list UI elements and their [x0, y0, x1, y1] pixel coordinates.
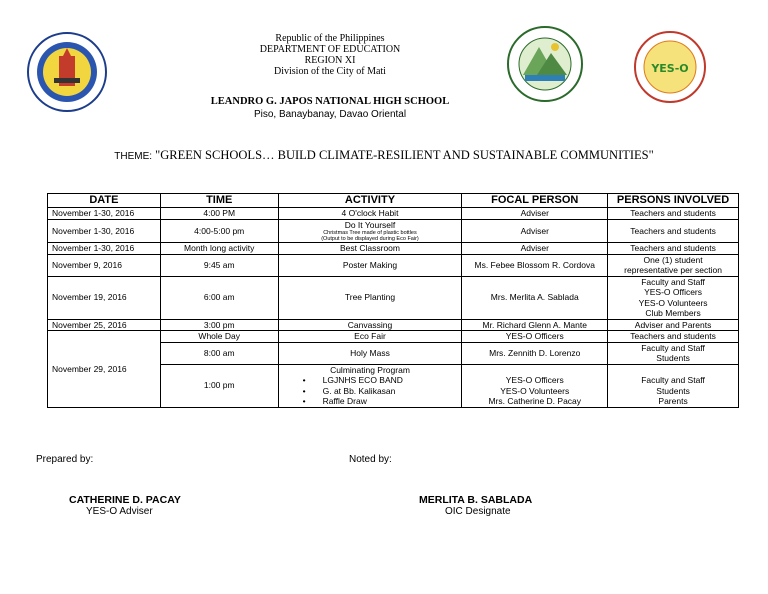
date-cell: November 1-30, 2016 — [48, 243, 161, 255]
date-cell: November 19, 2016 — [48, 276, 161, 319]
date-cell: November 29, 2016 — [48, 331, 161, 408]
persons-cell — [608, 364, 739, 407]
division-line: Division of the City of Mati — [274, 66, 386, 77]
activity-cell — [278, 364, 462, 407]
noter-name: MERLITA B. SABLADA — [419, 494, 533, 506]
focal-cell: Adviser — [462, 243, 608, 255]
persons-cell: Adviser and Parents — [608, 319, 739, 331]
time-cell: 8:00 am — [160, 342, 278, 364]
time-cell: 4:00 PM — [160, 208, 278, 220]
focal-cell: Mrs. Merlita A. Sablada — [462, 276, 608, 319]
list-item: • G. at Bb. Kalikasan — [281, 386, 460, 397]
focal-cell — [462, 364, 608, 407]
letterhead — [200, 33, 460, 77]
activity-title: Culminating Program — [330, 364, 410, 375]
focal-cell: Adviser — [462, 219, 608, 243]
prepared-by-label: Prepared by: — [36, 454, 94, 465]
persons-cell: Teachers and students — [608, 208, 739, 220]
list-item: • LGJNHS ECO BAND — [281, 375, 460, 386]
time-cell: 6:00 am — [160, 276, 278, 319]
persons-line: Faculty and Staff — [641, 375, 705, 385]
yes-o-logo — [633, 30, 707, 104]
department-line: DEPARTMENT OF EDUCATION — [259, 44, 401, 55]
persons-line: Faculty and Staff — [641, 276, 705, 287]
school-address: Piso, Banaybanay, Davao Oriental — [253, 109, 407, 120]
persons-cell: Teachers and students — [608, 243, 739, 255]
svg-text:YES-O: YES-O — [651, 62, 689, 75]
persons-line: Students — [656, 353, 690, 363]
persons-line: One (1) student — [643, 254, 703, 265]
activity-cell: Holy Mass — [278, 342, 462, 364]
activity-schedule-table — [47, 193, 739, 408]
time-cell: 3:00 pm — [160, 319, 278, 331]
focal-cell: Adviser — [462, 208, 608, 220]
theme-text: "GREEN SCHOOLS… BUILD CLIMATE-RESILIENT AND SUSTAINABLE COMMUNITIES" — [155, 148, 654, 162]
activity-cell: Tree Planting — [278, 276, 462, 319]
persons-line: Parents — [658, 396, 688, 406]
activity-note: (Output to be displayed during Eco Fair) — [321, 236, 419, 242]
focal-line: Mrs. Catherine D. Pacay — [488, 396, 582, 406]
focal-cell: Mrs. Zennith D. Lorenzo — [462, 342, 608, 364]
date-cell: November 1-30, 2016 — [48, 219, 161, 243]
time-cell: 1:00 pm — [160, 364, 278, 407]
header-persons-involved: PERSONS INVOLVED — [608, 194, 739, 208]
theme-label: THEME: — [114, 151, 153, 162]
table-row — [48, 219, 739, 243]
preparer-title: YES-O Adviser — [86, 506, 153, 517]
header-focal-person: FOCAL PERSON — [462, 194, 608, 208]
preparer-signature — [69, 494, 229, 517]
theme-line — [0, 148, 768, 163]
list-item: • Raffle Draw — [281, 396, 460, 407]
table-row — [48, 254, 739, 276]
republic-line: Republic of the Philippines — [275, 33, 385, 44]
focal-cell: YES-O Officers — [462, 331, 608, 343]
noter-title: OIC Designate — [445, 506, 511, 517]
table-row — [48, 276, 739, 319]
activity-cell: Eco Fair — [278, 331, 462, 343]
table-row — [48, 319, 739, 331]
persons-line: YES-O Volunteers — [638, 297, 708, 308]
program-list — [281, 375, 460, 407]
focal-cell: Ms. Febee Blossom R. Cordova — [462, 254, 608, 276]
deped-seal-logo — [26, 32, 108, 112]
persons-line: Faculty and Staff — [641, 342, 705, 353]
activity-note: Christmas Tree made of plastic bottles — [323, 230, 417, 236]
activity-cell — [278, 219, 462, 243]
time-cell: 4:00-5:00 pm — [160, 219, 278, 243]
persons-cell — [608, 254, 739, 276]
persons-line: Students — [656, 385, 690, 396]
preparer-name: CATHERINE D. PACAY — [69, 494, 181, 506]
date-cell: November 9, 2016 — [48, 254, 161, 276]
persons-cell: Teachers and students — [608, 331, 739, 343]
table-row — [48, 243, 739, 255]
table-row — [48, 331, 739, 343]
focal-line: YES-O Officers — [505, 375, 564, 385]
persons-line: YES-O Officers — [644, 287, 703, 297]
noter-signature — [419, 494, 579, 517]
date-cell: November 25, 2016 — [48, 319, 161, 331]
activity-cell: Canvassing — [278, 319, 462, 331]
noted-by-label: Noted by: — [349, 454, 392, 465]
header-date: DATE — [48, 194, 161, 208]
activity-cell: Poster Making — [278, 254, 462, 276]
activity-cell: 4 O'clock Habit — [278, 208, 462, 220]
persons-cell: Teachers and students — [608, 219, 739, 243]
time-cell: Whole Day — [160, 331, 278, 343]
header-time: TIME — [160, 194, 278, 208]
region-line: REGION XI — [304, 55, 356, 66]
school-name: LEANDRO G. JAPOS NATIONAL HIGH SCHOOL — [210, 96, 450, 107]
time-cell: 9:45 am — [160, 254, 278, 276]
persons-line: Club Members — [645, 308, 701, 318]
persons-cell — [608, 342, 739, 364]
table-header-row — [48, 194, 739, 208]
persons-line: representative per section — [624, 265, 722, 275]
header-activity: ACTIVITY — [278, 194, 462, 208]
focal-cell: Mr. Richard Glenn A. Mante — [462, 319, 608, 331]
table-row — [48, 208, 739, 220]
activity-title: Do It Yourself — [344, 219, 396, 230]
activity-cell: Best Classroom — [278, 243, 462, 255]
persons-cell — [608, 276, 739, 319]
school-seal-logo — [505, 25, 585, 103]
date-cell: November 1-30, 2016 — [48, 208, 161, 220]
focal-line: YES-O Volunteers — [500, 385, 570, 396]
time-cell: Month long activity — [160, 243, 278, 255]
